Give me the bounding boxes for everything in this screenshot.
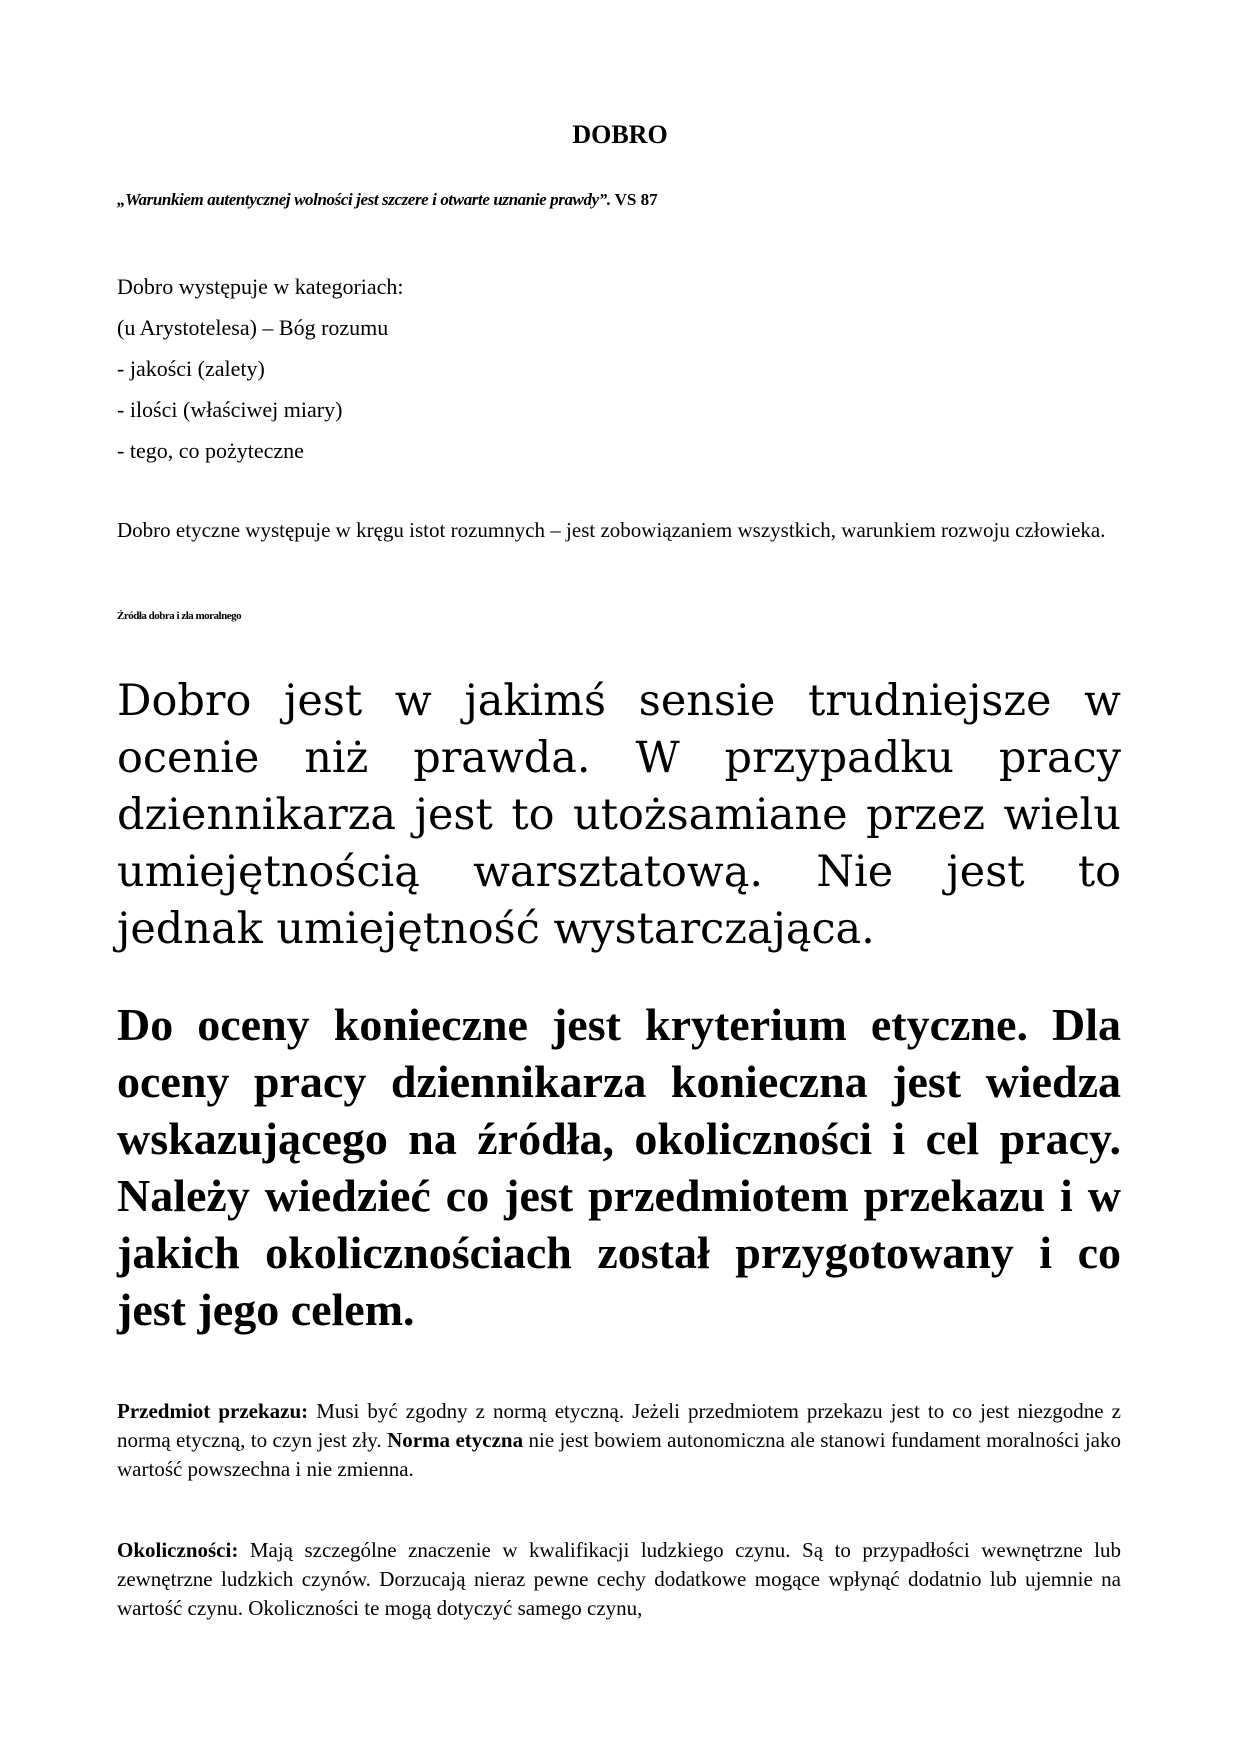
przedmiot-text-1: Musi być zgodny z normą etyczną. Jeżeli przedmiotem przekazu jest to co jest niezgodne z normą etyczną, to czyn jest zły. — [117, 1399, 1121, 1452]
quote-reference: VS 87 — [610, 190, 658, 209]
opening-quote — [117, 190, 1127, 210]
list-item: (u Arystotelesa) – Bóg rozumu — [117, 315, 389, 340]
page-title: DOBRO — [572, 120, 668, 149]
large-paragraph-1: Dobro jest w jakimś sensie trudniejsze w ocenie niż prawda. W przypadku pracy dziennikarza jest to utożsamiane przez wielu umiejętnością warsztatową. Nie jest to jednak umiejętność wystarczająca. — [117, 676, 1121, 954]
list-item: - tego, co pożyteczne — [117, 438, 304, 463]
przedmiot-label: Przedmiot przekazu: — [117, 1399, 309, 1423]
norma-label: Norma etyczna — [387, 1428, 524, 1452]
categories-list — [117, 266, 1127, 471]
sources-heading: Źródła dobra i zła moralnego — [117, 610, 242, 622]
quote-text: „Warunkiem autentycznej wolności jest szczere i otwarte uznanie prawdy”. — [117, 190, 611, 209]
przedmiot-paragraph — [117, 1397, 1121, 1484]
okolicznosci-label: Okoliczności: — [117, 1538, 239, 1562]
przedmiot-text-2: nie jest bowiem autonomiczna ale stanowi fundament moralności jako wartość powszechna i nie zmienna. — [117, 1428, 1121, 1481]
categories-intro: Dobro występuje w kategoriach: — [117, 274, 404, 299]
large-paragraph-2: Do oceny konieczne jest kryterium etyczne. Dla oceny pracy dziennikarza konieczna jest wiedza wskazującego na źródła, okoliczności i cel pracy. Należy wiedzieć co jest przedmiotem przekazu i w jakich okolicznościach został przygotowany i co jest jego celem. — [117, 999, 1121, 1335]
okolicznosci-paragraph — [117, 1536, 1121, 1623]
okolicznosci-text: Mają szczególne znaczenie w kwalifikacji ludzkiego czynu. Są to przypadłości wewnętrzne lub zewnętrzne ludzkich czynów. Dorzucają nieraz pewne cechy dodatkowe mogące wpłynąć dodatnio lub ujemnie na wartość czynu. Okoliczności te mogą dotyczyć samego czynu, — [117, 1538, 1121, 1620]
list-item: - jakości (zalety) — [117, 356, 265, 381]
ethical-paragraph: Dobro etyczne występuje w kręgu istot rozumnych – jest zobowiązaniem wszystkich, warunkiem rozwoju człowieka. — [117, 518, 1106, 542]
list-item: - ilości (właściwej miary) — [117, 397, 343, 422]
